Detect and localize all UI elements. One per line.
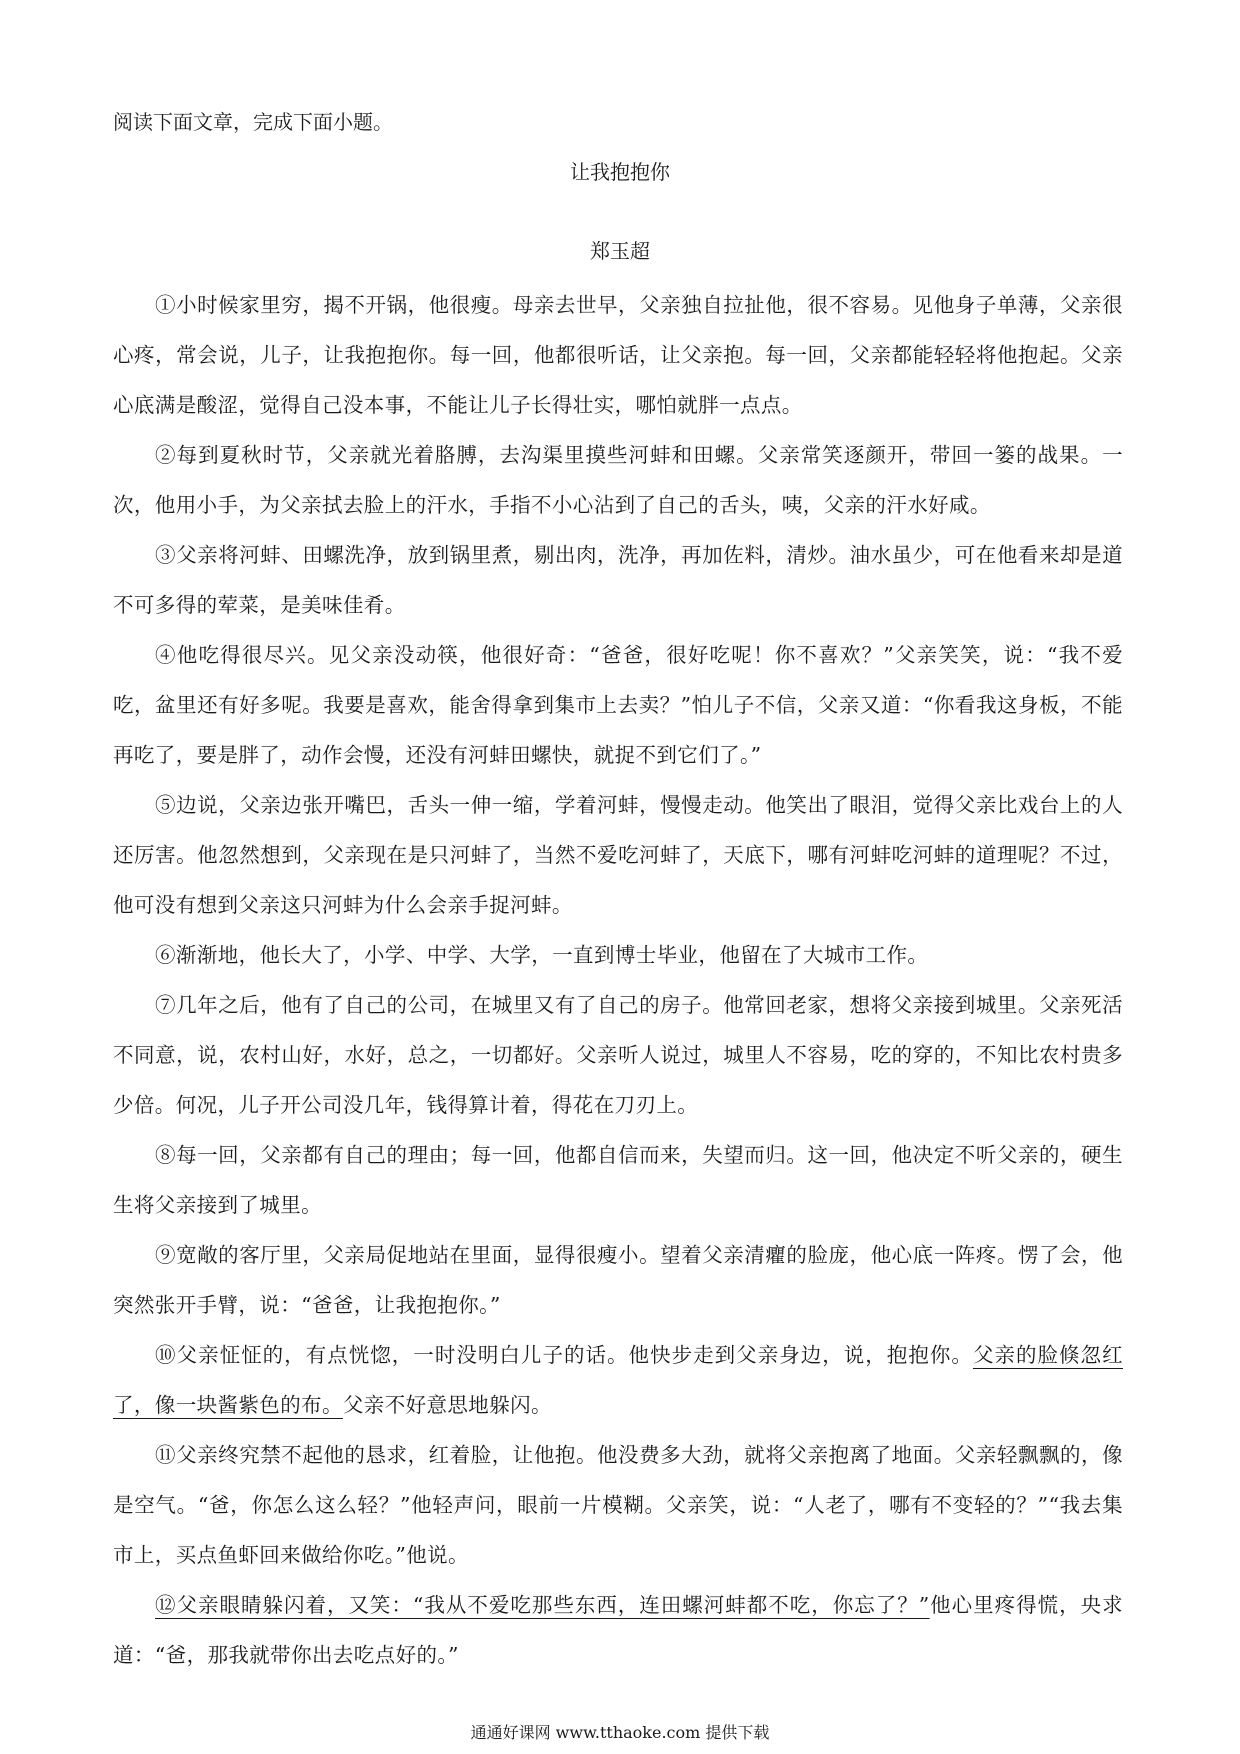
paragraph-text: 渐渐地，他长大了，小学、中学、大学，一直到博士毕业，他留在了大城市工作。 xyxy=(175,943,929,967)
paragraph-number: ⑩ xyxy=(155,1343,177,1367)
article-title: 让我抱抱你 xyxy=(570,160,670,184)
paragraph-3 xyxy=(113,530,1123,630)
paragraph-number: ⑫ xyxy=(155,1593,177,1617)
paragraph-text: 父亲不好意思地躲闪。 xyxy=(342,1393,552,1417)
paragraph-text: 几年之后，他有了自己的公司，在城里又有了自己的房子。他常回老家，想将父亲接到城里。父亲死活不同意，说，农村山好，水好，总之，一切都好。父亲听人说过，城里人不容易，吃的穿的，不知比农村贵多少倍。何况，儿子开公司没几年，钱得算计着，得花在刀刃上。 xyxy=(113,993,1123,1117)
paragraph-number: ⑧ xyxy=(155,1143,177,1167)
paragraph-text: 边说，父亲边张开嘴巴，舌头一伸一缩，学着河蚌，慢慢走动。他笑出了眼泪，觉得父亲比戏台上的人还厉害。他忽然想到，父亲现在是只河蚌了，当然不爱吃河蚌了，天底下，哪有河蚌吃河蚌的道理呢？不过，他可没有想到父亲这只河蚌为什么会亲手捉河蚌。 xyxy=(113,793,1123,917)
paragraph-number: ⑪ xyxy=(155,1443,177,1467)
paragraph-text: 父亲怔怔的，有点恍惚，一时没明白儿子的话。他快步走到父亲身边，说，抱抱你。 xyxy=(176,1343,973,1367)
paragraph-text: 每一回，父亲都有自己的理由；每一回，他都自信而来，失望而归。这一回，他决定不听父亲的，硬生生将父亲接到了城里。 xyxy=(113,1143,1123,1217)
paragraph-8 xyxy=(113,1130,1123,1230)
paragraph-7 xyxy=(113,980,1123,1130)
paragraph-number: ⑨ xyxy=(155,1243,177,1267)
paragraph-number: ⑤ xyxy=(155,793,177,817)
paragraph-number: ⑦ xyxy=(155,993,177,1017)
paragraph-11 xyxy=(113,1430,1123,1580)
paragraph-1 xyxy=(113,280,1123,430)
paragraph-number: ① xyxy=(155,293,177,317)
paragraph-text: 父亲将河蚌、田螺洗净，放到锅里煮，剔出肉，洗净，再加佐料，清炒。油水虽少，可在他看来却是道不可多得的荤菜，是美味佳肴。 xyxy=(113,543,1123,617)
paragraph-text: 宽敞的客厅里，父亲局促地站在里面，显得很瘦小。望着父亲清癯的脸庞，他心底一阵疼。愣了会，他突然张开手臂，说：“爸爸，让我抱抱你。” xyxy=(113,1243,1123,1317)
article-body xyxy=(113,280,1123,1680)
paragraph-5 xyxy=(113,780,1123,930)
paragraph-text: 小时候家里穷，揭不开锅，他很瘦。母亲去世早，父亲独自拉扯他，很不容易。见他身子单薄，父亲很心疼，常会说，儿子，让我抱抱你。每一回，他都很听话，让父亲抱。每一回，父亲都能轻轻将他抱起。父亲心底满是酸涩，觉得自己没本事，不能让儿子长得壮实，哪怕就胖一点点。 xyxy=(113,293,1123,417)
paragraph-6 xyxy=(113,930,1123,980)
paragraph-number: ⑥ xyxy=(155,943,176,967)
article-author: 郑玉超 xyxy=(590,239,650,263)
instruction-text: 阅读下面文章，完成下面小题。 xyxy=(113,110,393,134)
paragraph-10 xyxy=(113,1330,1123,1430)
paragraph-4 xyxy=(113,630,1123,780)
paragraph-text: 父亲终究禁不起他的恳求，红着脸，让他抱。他没费多大劲，就将父亲抱离了地面。父亲轻飘飘的，像是空气。“爸，你怎么这么轻？”他轻声问，眼前一片模糊。父亲笑，说：“人老了，哪有不变轻的？”“我去集市上，买点鱼虾回来做给你吃。”他说。 xyxy=(113,1443,1123,1567)
paragraph-12 xyxy=(113,1580,1123,1680)
paragraph-text: 他心里疼得慌，央求道：“爸，那我就带你出去吃点好的。” xyxy=(113,1593,1123,1667)
underlined-sentence: 父亲的脸倏忽红了，像一块酱紫色的布。 xyxy=(113,1343,1123,1417)
download-footer: 通通好课网 www.tthaoke.com 提供下载 xyxy=(470,1723,770,1742)
paragraph-9 xyxy=(113,1230,1123,1330)
paragraph-number: ② xyxy=(155,443,177,467)
underlined-sentence: 父亲眼睛躲闪着，又笑：“我从不爱吃那些东西，连田螺河蚌都不吃，你忘了？” xyxy=(176,1593,930,1617)
paragraph-number: ④ xyxy=(155,643,177,667)
paragraph-2 xyxy=(113,430,1123,530)
paragraph-text: 他吃得很尽兴。见父亲没动筷，他很好奇：“爸爸，很好吃呢！你不喜欢？”父亲笑笑，说：“我不爱吃，盆里还有好多呢。我要是喜欢，能舍得拿到集市上去卖？”怕儿子不信，父亲又道：“你看我这身板，不能再吃了，要是胖了，动作会慢，还没有河蚌田螺快，就捉不到它们了。” xyxy=(113,643,1123,767)
paragraph-text: 每到夏秋时节，父亲就光着胳膊，去沟渠里摸些河蚌和田螺。父亲常笑逐颜开，带回一篓的战果。一次，他用小手，为父亲拭去脸上的汗水，手指不小心沾到了自己的舌头，咦，父亲的汗水好咸。 xyxy=(113,443,1123,517)
paragraph-number: ③ xyxy=(155,543,177,567)
